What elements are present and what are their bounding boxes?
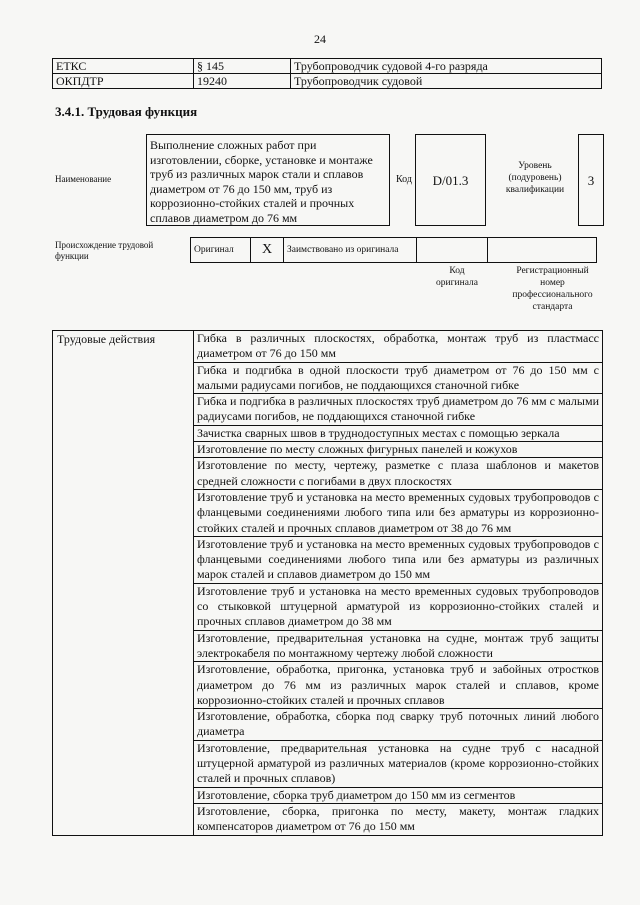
labor-action-item: Изготовление труб и установка на место временных судовых трубопроводов с фланцевыми соединениями любого типа или без арматуры из различных марок сталей и сплавов диаметром до 150 мм [194,536,603,583]
labor-action-item: Гибка в различных плоскостях, обработка, монтаж труб из пластмасс диаметром от 76 до 150 мм [194,331,603,363]
code-original-cell [417,238,488,263]
labor-action-item: Зачистка сварных швов в труднодоступных местах с помощью зеркала [194,425,603,441]
original-mark: X [251,238,284,263]
code-cell: § 145 [194,59,291,74]
origin-table [190,237,597,263]
code-label: Код [396,174,412,185]
origin-label: Происхождение трудовой функции [55,240,154,261]
reg-number-cell [488,238,597,263]
title-cell: Трубопроводчик судовой [291,74,602,89]
labor-action-item: Изготовление, предварительная установка на судне, монтаж труб защиты электрокабеля по монтажному чертежу любой сложности [194,630,603,662]
qualification-level: 3 [578,134,604,226]
reg-number-caption: Регистрационный номер профессионального стандарта [512,266,593,312]
labor-action-item: Изготовление, сборка труб диаметром до 150 мм из сегментов [194,787,603,803]
labor-actions-body [53,331,603,836]
labor-action-item: Изготовление, обработка, пригонка, установка труб и забойных отростков диаметром до 76 мм из различных марок сталей и сплавов, кроме коррозионно-стойких сталей и прочных сплавов [194,662,603,709]
function-description: Выполнение сложных работ при изготовлении, сборке, установке и монтаже труб из различных марок стали и сплавов диаметром от 76 до 150 мм, труб из коррозионно-стойких сталей и прочных сплавов диаметром до 76 мм [146,134,390,226]
labor-actions-header: Трудовые действия [53,331,194,836]
code-original-caption: Код оригинала [436,266,478,288]
borrowed-label: Заимствовано из оригинала [284,238,417,263]
labor-action-item: Изготовление, сборка, пригонка по месту, макету, монтаж гладких компенсаторов диаметром от 76 до 150 мм [194,803,603,835]
function-code: D/01.3 [415,134,486,226]
table-row [53,59,602,74]
name-label: Наименование [55,174,112,184]
table-row [53,74,602,89]
labor-action-item: Изготовление труб и установка на место временных судовых трубопроводов со стыковкой штуцерной арматурой из коррозионно-стойких сталей и прочных сплавов диаметром до 38 мм [194,583,603,630]
table-row [53,331,603,363]
original-label: Оригинал [191,238,251,263]
codes-table [52,58,602,89]
labor-action-item: Изготовление по месту, чертежу, разметке с плаза шаблонов и макетов средней сложности с погибами в двух плоскостях [194,458,603,490]
labor-action-item: Изготовление, обработка, сборка под сварку труб поточных линий любого диаметра [194,709,603,741]
page-number: 24 [314,32,326,46]
labor-action-item: Изготовление труб и установка на место временных судовых трубопроводов с фланцевыми соединениями любого типа или без арматуры из коррозионно-стойких сталей и прочных сплавов диаметром от 38 до 76 мм [194,489,603,536]
title-cell: Трубопроводчик судовой 4-го разряда [291,59,602,74]
section-title: 3.4.1. Трудовая функция [55,104,198,119]
labor-action-item: Гибка и подгибка в различных плоскостях труб диаметром до 76 мм с малыми радиусами погибов, не поддающихся станочной гибке [194,394,603,426]
table-row [191,238,597,263]
labor-action-item: Гибка и подгибка в одной плоскости труб диаметром от 76 до 150 мм с малыми радиусами погибов, не поддающихся станочной гибке [194,362,603,394]
qualification-level-label: Уровень (подуровень) квалификации [505,161,565,195]
classifier-cell: ЕТКС [53,59,194,74]
labor-action-item: Изготовление, предварительная установка на судне труб с насадной штуцерной арматурой из различных материалов (кроме коррозионно-стойких сталей и прочных сплавов) [194,740,603,787]
labor-action-item: Изготовление по месту сложных фигурных панелей и кожухов [194,442,603,458]
labor-actions-table [52,330,603,836]
code-cell: 19240 [194,74,291,89]
classifier-cell: ОКПДТР [53,74,194,89]
